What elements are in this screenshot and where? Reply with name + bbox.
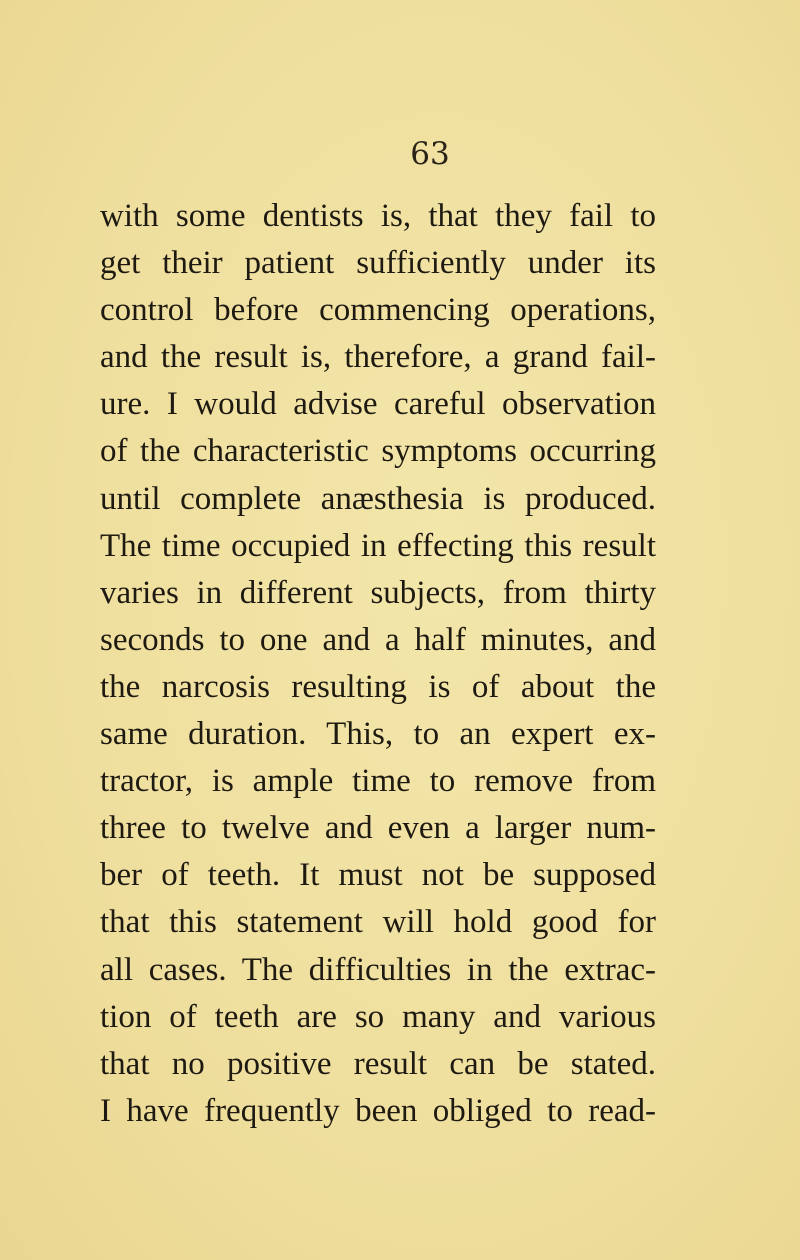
text-line: of the characteristic symptoms occurring — [100, 433, 656, 470]
text-line: control before commencing operations, — [100, 292, 656, 329]
text-line: ure. I would advise careful observation — [100, 386, 656, 423]
text-line: seconds to one and a half minutes, and — [100, 621, 656, 658]
text-line: The time occupied in effecting this result — [100, 527, 656, 564]
text-line: get their patient sufficiently under its — [100, 245, 656, 282]
text-line: that no positive result can be stated. — [100, 1045, 656, 1082]
text-line: all cases. The difficulties in the extrac- — [100, 951, 656, 988]
text-line: tractor, is ample time to remove from — [100, 763, 656, 800]
text-line: three to twelve and even a larger num- — [100, 810, 656, 847]
text-line: same duration. This, to an expert ex- — [100, 716, 656, 753]
text-line: varies in different subjects, from thirty — [100, 574, 656, 611]
text-line: with some dentists is, that they fail to — [100, 198, 656, 234]
text-line: I have frequently been obliged to read- — [100, 1092, 656, 1129]
text-line: ber of teeth. It must not be supposed — [100, 857, 656, 894]
text-line: that this statement will hold good for — [100, 904, 656, 941]
page-number: 63 — [410, 136, 450, 172]
text-line: tion of teeth are so many and various — [100, 998, 656, 1035]
text-line: the narcosis resulting is of about the — [100, 668, 656, 705]
body-paragraph — [100, 193, 656, 1135]
text-line: until complete anæsthesia is produced. — [100, 480, 656, 517]
text-line: and the result is, therefore, a grand fail- — [100, 339, 656, 376]
